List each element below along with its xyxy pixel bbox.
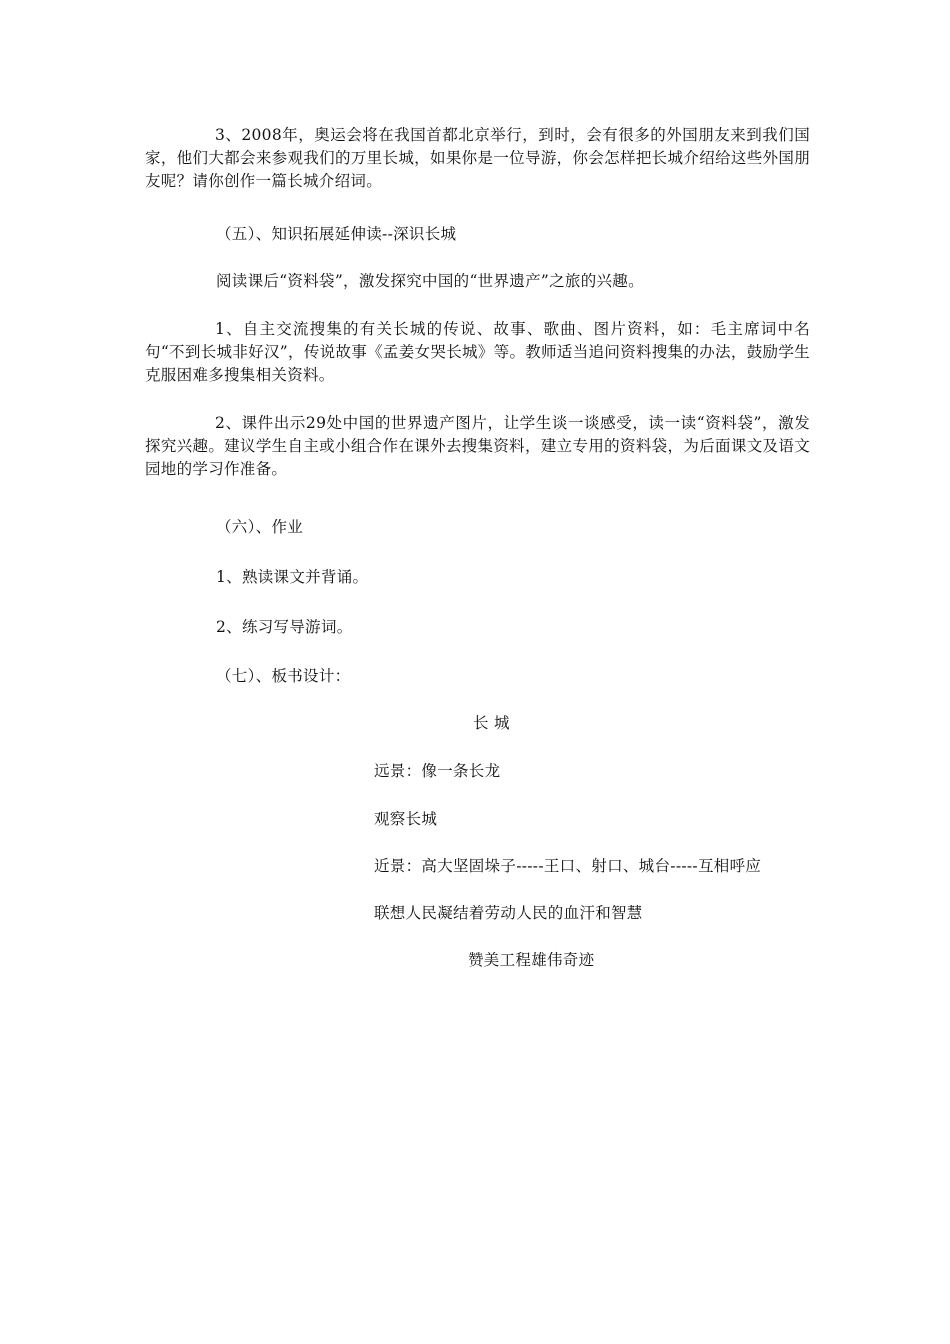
paragraph-read-materials: 阅读课后“资料袋”，激发探究中国的“世界遗产”之旅的兴趣。 [216, 272, 644, 290]
section-heading-extension: （五）、知识拓展延伸读--深识长城 [216, 225, 457, 243]
section-heading-homework: （六）、作业 [216, 518, 304, 536]
board-title: 长 城 [473, 714, 510, 732]
board-line-observe: 观察长城 [374, 810, 438, 828]
paragraph-world-heritage: 2、课件出示29处中国的世界遗产图片，让学生谈一谈感受，读一读“资料袋”，激发探究兴趣。建议学生自主或小组合作在课外去搜集资料，建立专用的资料袋，为后面课文及语文园地的学习作准备。 [145, 414, 810, 478]
board-line-praise: 赞美工程雄伟奇迹 [468, 951, 595, 969]
board-line-imagine: 联想人民凝结着劳动人民的血汗和智慧 [374, 904, 643, 922]
homework-item-2: 2、练习写导游词。 [216, 618, 353, 636]
board-line-distant-view: 远景：像一条长龙 [374, 762, 501, 780]
section-heading-board-design: （七）、板书设计： [216, 667, 351, 685]
homework-item-1: 1、熟读课文并背诵。 [216, 568, 369, 586]
paragraph-exchange-materials: 1、自主交流搜集的有关长城的传说、故事、歌曲、图片资料，如：毛主席词中名句“不到长城非好汉”，传说故事《孟姜女哭长城》等。教师适当追问资料搜集的办法，鼓励学生克服困难多搜集相关资料。 [145, 320, 810, 384]
paragraph-olympics-task: 3、2008年，奥运会将在我国首都北京举行，到时，会有很多的外国朋友来到我们国家，他们大都会来参观我们的万里长城，如果你是一位导游，你会怎样把长城介绍给这些外国朋友呢？请你创作一篇长城介绍词。 [145, 126, 810, 190]
board-line-close-view: 近景：高大坚固垛子-----王口、射口、城台-----互相呼应 [374, 857, 762, 875]
